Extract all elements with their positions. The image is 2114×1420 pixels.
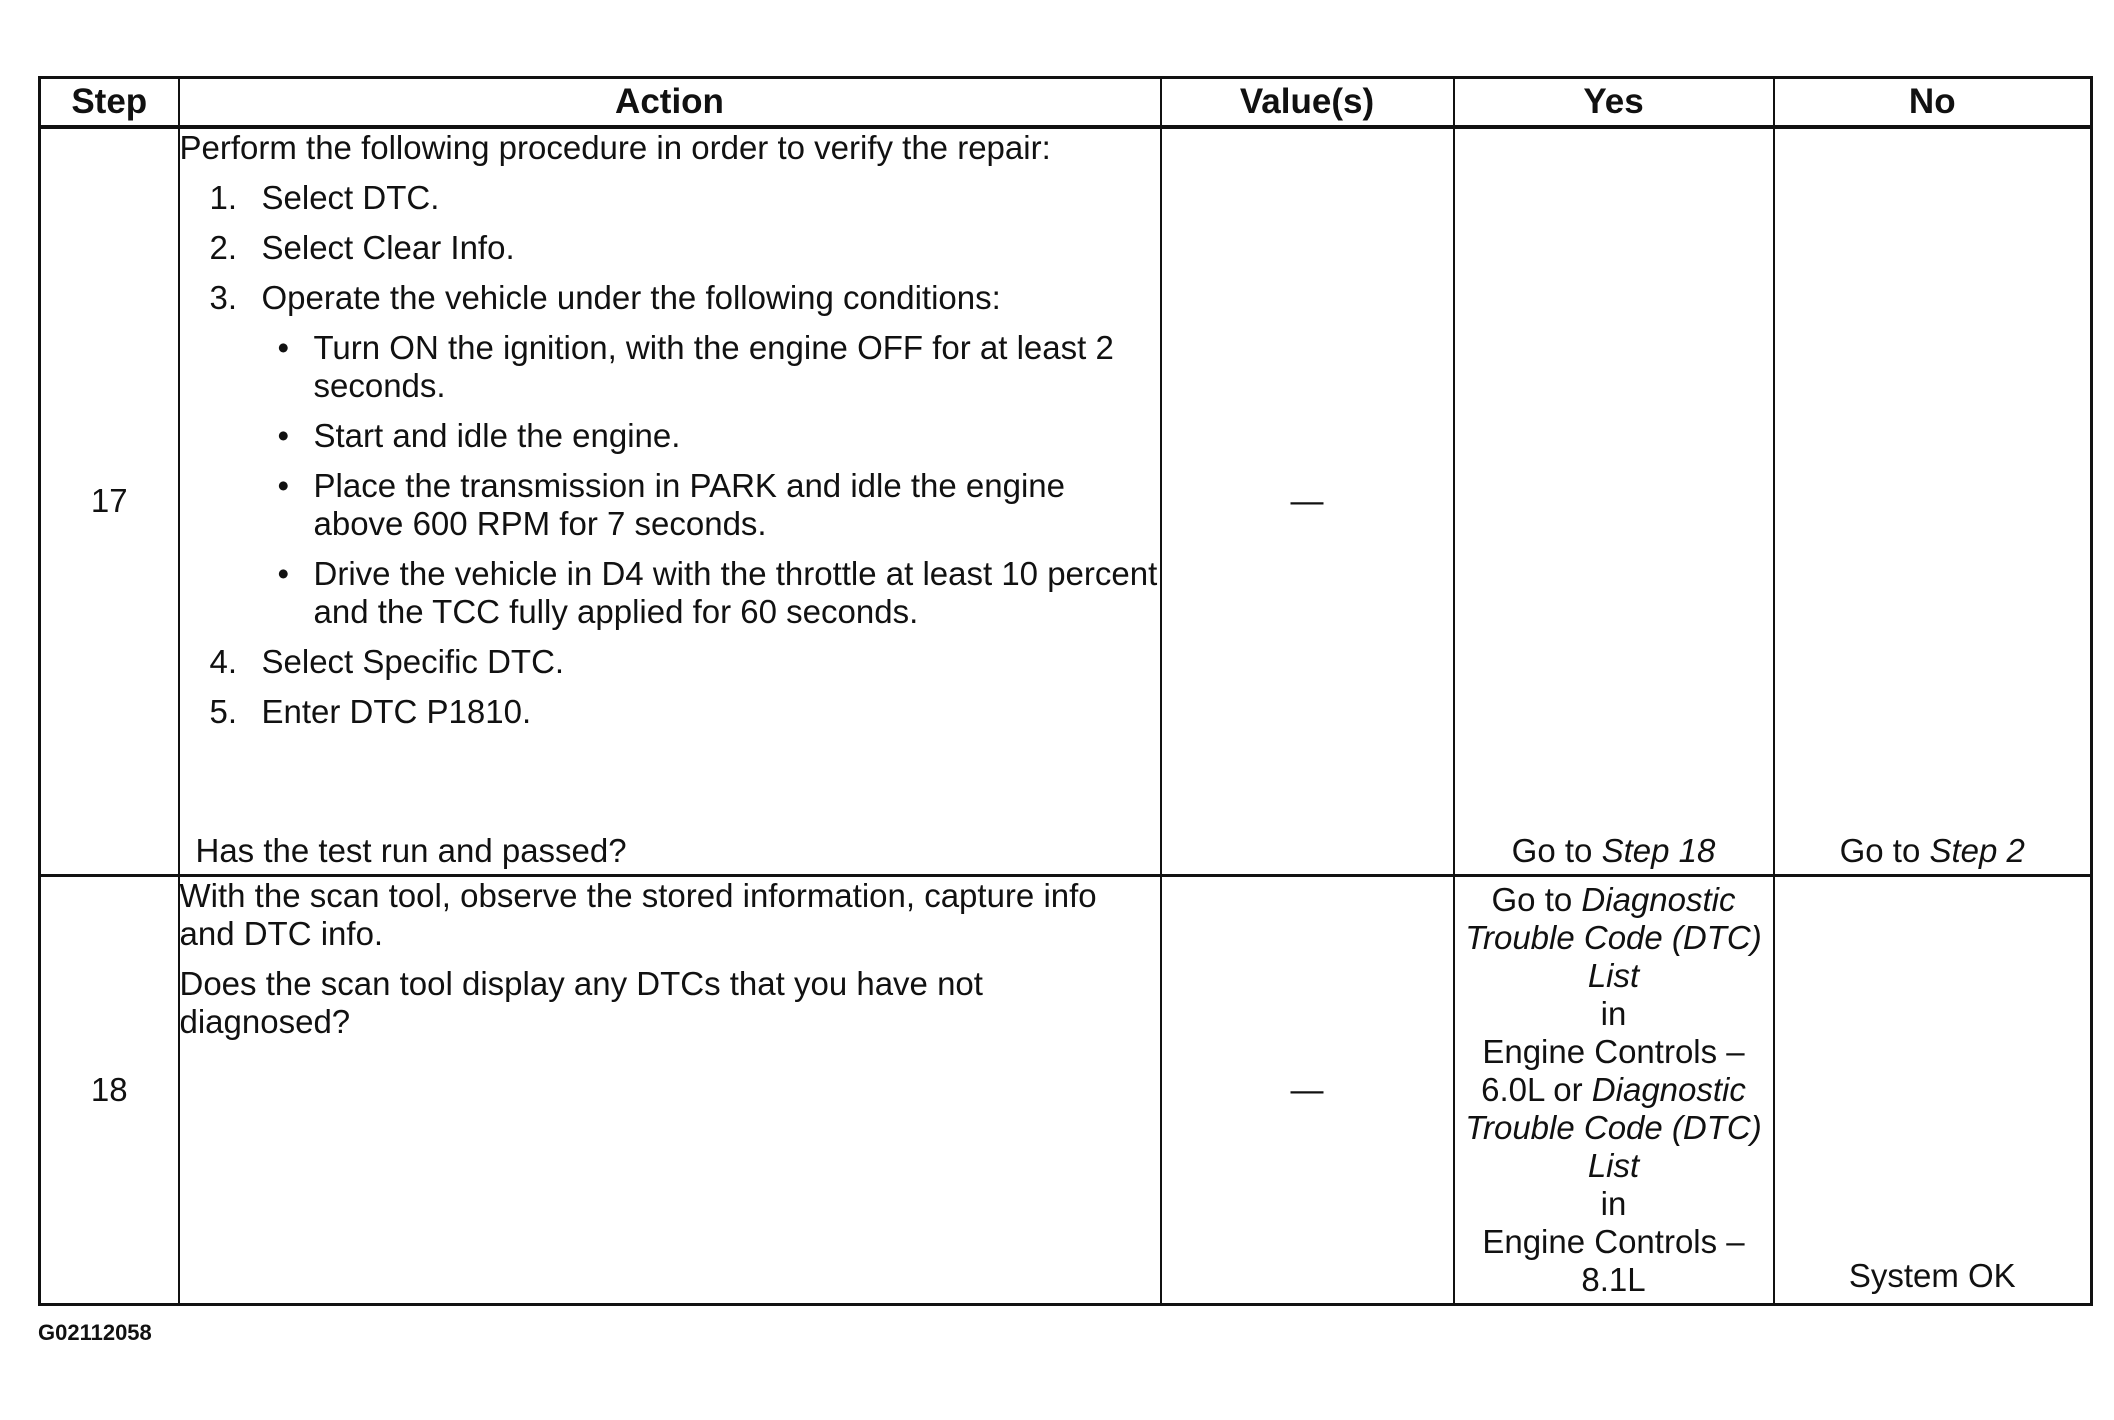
action-cell (179, 875, 1161, 1304)
yes-cell (1454, 875, 1774, 1304)
action-intro: Perform the following procedure in order to verify the repair: (179, 129, 1051, 166)
table-row (40, 875, 2092, 1304)
value-cell: — (1161, 875, 1454, 1304)
dtc-list-link[interactable]: Diagnostic Trouble Code (DTC) List (1465, 1070, 1762, 1184)
step-number: 17 (40, 127, 179, 875)
header-values: Value(s) (1161, 78, 1454, 128)
diagnostic-table (38, 76, 2093, 1306)
header-no: No (1774, 78, 2092, 128)
procedure-step: 3. Operate the vehicle under the following conditions: • Turn ON the ignition, with the engine OFF for at least 2 seconds. • Start and idle the engine. • Place the transmission in PARK and idle the engine above 600 RPM for 7 seconds. • Drive the vehicle in D4 with the throttle at least 10 percent and the TCC fully applied for 60 seconds. (210, 279, 1160, 631)
dtc-list-link[interactable]: Diagnostic Trouble Code (DTC) List (1465, 880, 1762, 994)
condition-item: • Place the transmission in PARK and idle the engine above 600 RPM for 7 seconds. (277, 467, 1065, 542)
action-question: Does the scan tool display any DTCs that you have not diagnosed? (179, 964, 983, 1040)
header-yes: Yes (1454, 78, 1774, 128)
procedure-list (180, 179, 1160, 731)
header-row (40, 78, 2092, 128)
yes-goto-text: Go to Diagnostic Trouble Code (DTC) List in Engine Controls – 6.0L or Diagnostic Trouble Code (DTC) List in Engine Controls – 8.1L (1465, 880, 1762, 1298)
procedure-step: 1. Select DTC. (209, 179, 440, 216)
yes-cell (1454, 127, 1774, 875)
yes-goto-link[interactable]: Go to Step 18 (1511, 831, 1716, 869)
figure-id: G02112058 (38, 1320, 152, 1345)
action-cell (179, 127, 1161, 875)
condition-item: • Turn ON the ignition, with the engine OFF for at least 2 seconds. (277, 329, 1114, 404)
no-cell (1774, 875, 2092, 1304)
procedure-step: 5. Enter DTC P1810. (209, 693, 532, 730)
system-ok-text: System OK (1848, 1256, 2016, 1294)
condition-item: • Start and idle the engine. (277, 417, 681, 454)
condition-item: • Drive the vehicle in D4 with the throttle at least 10 percent and the TCC fully applied for 60 seconds. (277, 555, 1158, 630)
conditions-list (262, 329, 1160, 631)
procedure-step: 2. Select Clear Info. (209, 229, 515, 266)
header-step: Step (40, 78, 179, 128)
action-text: With the scan tool, observe the stored information, capture info and DTC info. (179, 876, 1097, 952)
value-cell: — (1161, 127, 1454, 875)
no-cell (1774, 127, 2092, 875)
step-number: 18 (40, 875, 179, 1304)
table-row (40, 127, 2092, 875)
no-goto-link[interactable]: Go to Step 2 (1839, 831, 2025, 869)
header-action: Action (179, 78, 1161, 128)
action-question: Has the test run and passed? (195, 831, 627, 869)
procedure-step: 4. Select Specific DTC. (209, 643, 565, 680)
